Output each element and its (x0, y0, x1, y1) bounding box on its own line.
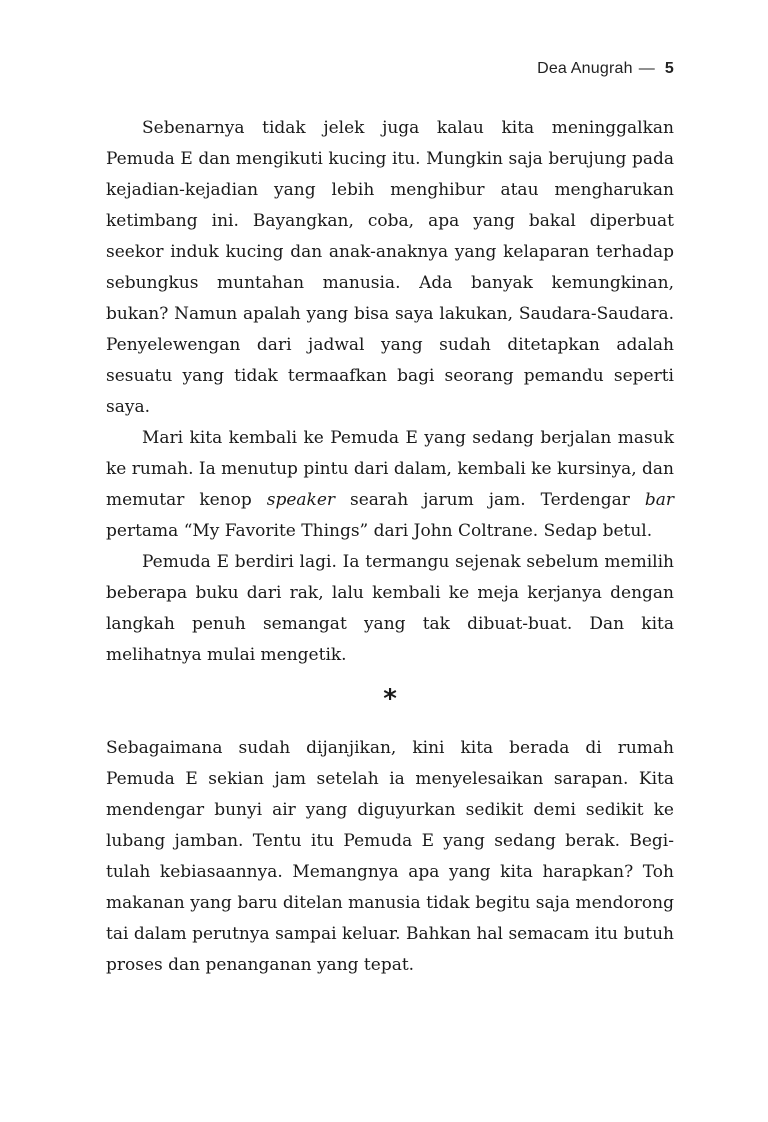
running-header (537, 60, 674, 78)
author-name: Dea Anugrah (537, 60, 633, 77)
body-text (106, 113, 674, 981)
paragraph-2-text-b: searah jarum jam. Terdengar (335, 490, 645, 510)
paragraph-2 (106, 423, 674, 547)
paragraph-2-text-a: Mari kita kembali ke Pemuda E yang sedang berjalan masuk ke rumah. Ia menutup pintu dari dalam, kembali ke kursinya, dan memutar kenop (106, 428, 674, 510)
paragraph-4-text: Sebagaimana sudah dijanjikan, kini kita berada di rumah Pemuda E sekian jam setelah ia menyelesaikan sarapan. Kita mendengar bunyi air yang diguyurkan sedikit demi sedikit ke lubang jamban. Tentu itu Pemuda E yang sedang berak. Begitulah kebiasaannya. Memangnya apa yang kita harapkan? Toh makanan yang baru ditelan manusia tidak begitu saja mendorong tai dalam perutnya sampai keluar. Bahkan hal semacam itu butuh proses dan penanganan yang tepat. (106, 738, 674, 975)
paragraph-1 (106, 113, 674, 423)
paragraph-2-text-c: pertama “My Favorite Things” dari John Coltrane. Sedap betul. (106, 521, 653, 541)
header-dash: — (638, 60, 655, 77)
italic-word-bar: bar (644, 490, 674, 510)
paragraph-3 (106, 547, 674, 671)
italic-word-speaker: speaker (266, 490, 336, 510)
page-number: 5 (664, 60, 674, 77)
paragraph-3-text: Pemuda E berdiri lagi. Ia termangu sejenak sebelum memilih beberapa buku dari rak, lalu kembali ke meja kerjanya dengan langkah penuh semangat yang tak dibuat-buat. Dan kita melihatnya mulai mengetik. (106, 552, 674, 665)
paragraph-1-text: Sebenarnya tidak jelek juga kalau kita meninggalkan Pemuda E dan mengikuti kucing itu. Mungkin saja berujung pada kejadian-kejadian yang lebih menghibur atau mengharukan ketimbang ini. Bayangkan, coba, apa yang bakal diperbuat seekor induk kucing dan anak-anaknya yang kelaparan terhadap sebungkus muntahan manusia. Ada banyak kemungkinan, bukan? Namun apalah yang bisa saya lakukan, Saudara-Saudara. Penyelewengan dari jadwal yang sudah ditetapkan adalah sesuatu yang tidak termaafkan bagi seorang pemandu seperti saya. (106, 118, 674, 417)
paragraph-4 (106, 733, 674, 981)
section-separator: * (383, 684, 397, 714)
